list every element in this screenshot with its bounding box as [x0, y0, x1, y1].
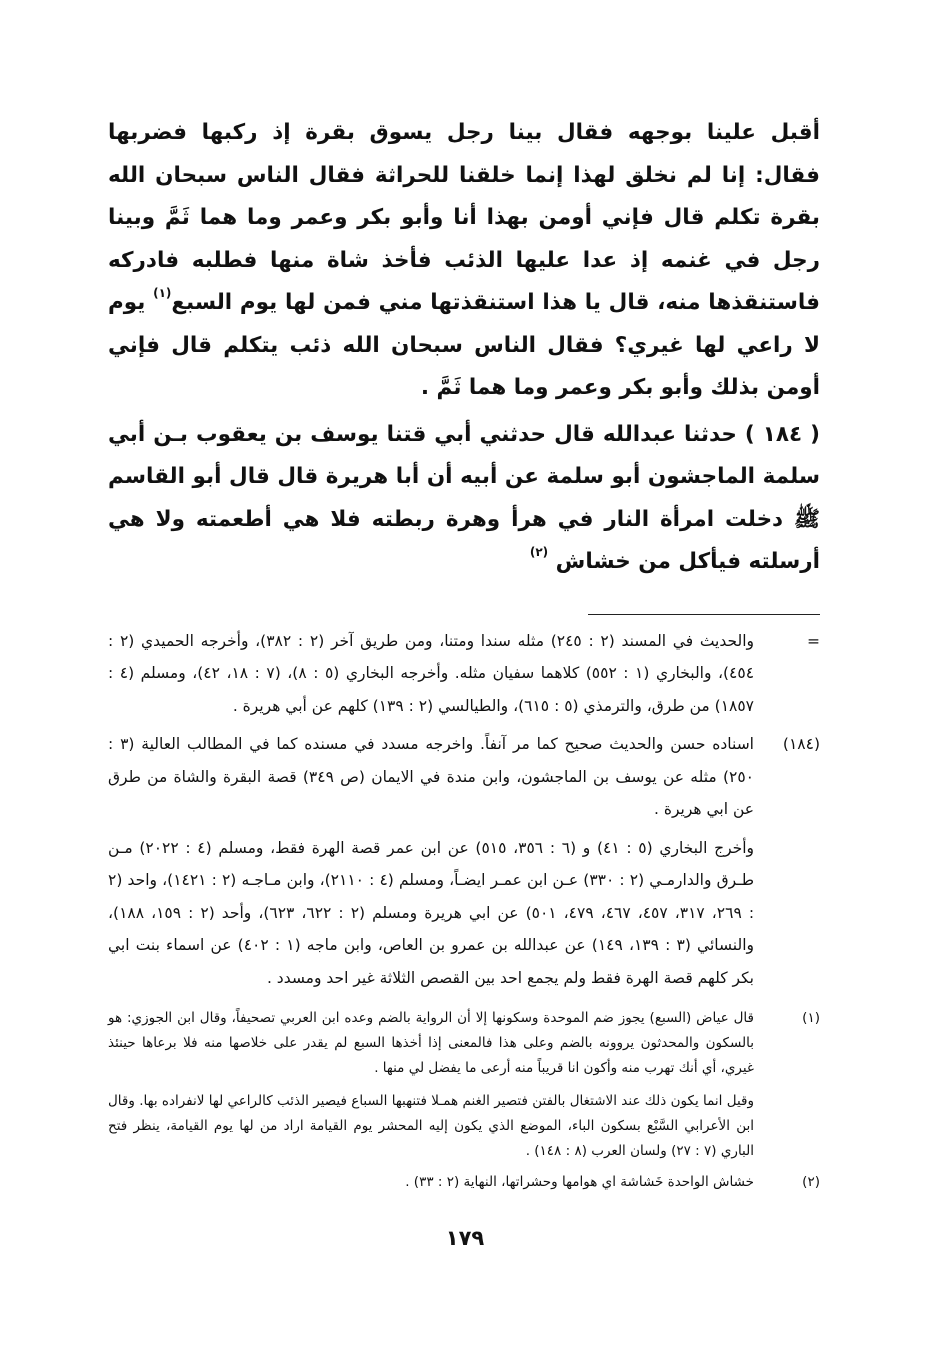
- footnote-ref-1: (١): [153, 286, 172, 300]
- page-number: ١٧٩: [445, 1226, 485, 1250]
- note-184-number: (١٨٤): [782, 735, 820, 753]
- hadith-184-text: ( ١٨٤ ) حدثنا عبدالله قال حدثني أبي قتنا يوسف بن يعقوب بـن أبي سلمة الماجشون أبو سلمة عن أبيه أن أبا هريرة قال قال أبو القاسم ﷺ دخلت امرأة النار في هرأ وهرة ربطته فلا هي أطعمته ولا هي أرسلته فيأكل من خشاش: [108, 421, 821, 574]
- continued-note-text: والحديث في المسند (٢ : ٢٤٥) مثله سندا ومتنا، ومن طريق آخر (٢ : ٣٨٢)، وأخرجه الحميدي (٢ : ٤٥٤)، والبخاري (١ : ٥٥٢) كلاهما سفيان مثله. وأخرجه البخاري (٥ : ٨)، (٧ : ١٨، ٤٢)، ومسلم (٤ : ١٨٥٧) من طرق، والترمذي (٥ : ٦١٥)، والطيالسي (٢ : ١٣٩) كلهم عن أبي هريرة .: [108, 631, 755, 715]
- narration-paragraph: [108, 112, 820, 410]
- note-184: [108, 728, 820, 994]
- footnote-1-number: (١): [802, 1010, 820, 1026]
- note-184-text: اسناده حسن والحديث صحيح كما مر آنفاً. واخرجه مسدد في مسنده كما في المطالب العالية (٣ : ٢٥٠) مثله عن يوسف بن الماجشون، وابن مندة في الايمان (ص ٣٤٩) قصة البقرة والشاة من طرق عن ابي هريرة .: [108, 735, 754, 818]
- footnote-1-text: قال عياض (السبع) يجوز ضم الموحدة وسكونها إلا أن الرواية بالضم وعده ابن العربي تصحيفاً، وقال ابن الجوزي: هو بالسكون والمحدثون يروونه بالضم وعلى هذا فالمعنى إذا أخذها السبع لم يقدر على خلاصها منه فلا برعاها حينئذ غيري، أي أنك تهرب منه وأكون انا قريباً منه أرعى ما يفضل لي منها .: [108, 1010, 754, 1076]
- notes-section: [108, 625, 820, 995]
- page-body: [108, 112, 820, 1195]
- main-text: [108, 112, 820, 584]
- continued-note: [108, 625, 820, 723]
- note-184-text-2: وأخرج البخاري (٥ : ٤١) و (٦ : ٣٥٦، ٥١٥) عن ابن عمر قصة الهرة فقط، ومسلم (٤ : ٢٠٢٢) مـن طـرق والدارمـي (٢ : ٣٣٠) عـن ابن عمـر ايضـاً، ومسلم (٤ : ٢١١٠)، وابن مـاجـه (٢ : ١٤٢١)، واحد (٢ : ٢٦٩، ٣١٧، ٤٥٧، ٤٦٧، ٤٧٩، ٥٠١) عن ابي هريرة ومسلم (٢ : ٦٢٢، ٦٢٣)، وأحد (٢ : ١٥٩، ١٨٨)، والنسائي (٣ : ١٣٩، ١٤٩) عن عبدالله بن عمرو بن العاص، وابن ماجه (١ : ٤٠٢) عن اسماء بنت ابي بكر كلهم قصة الهرة فقط ولم يجمع احد بين القصص الثلاثة غير احد ومسدد .: [108, 838, 755, 987]
- footnote-separator: [588, 614, 820, 615]
- narration-text: أقبل علينا بوجهه فقال بينا رجل يسوق بقرة إذ ركبها فضربها فقال: إنا لم نخلق لهذا إنما خلقنا للحراثة فقال الناس سبحان الله بقرة تكلم قال فإني أومن بهذا أنا وأبو بكر وعمر وما هما ثَمَّ وبينا رجل في غنمه إذ عدا عليها الذئب فأخذ شاة منها فطلبه فادركه فاستنقذها منه، قال يا هذا استنقذتها مني فمن لها يوم السبع: [108, 120, 820, 315]
- footnote-1: [108, 1006, 820, 1164]
- narration-text-end: يوم لا راعي لها غيري؟ فقال الناس سبحان الله ذئب يتكلم قال فإني أومن بذلك وأبو بكر وعمر وما هما ثَمَّ .: [108, 290, 820, 400]
- footnote-2: [108, 1170, 820, 1195]
- footnote-1-text-2: وقيل انما يكون ذلك عند الاشتغال بالفتن فتصير الغنم همـلا فتنهبها السباع فيصير الذئب كالراعي لها لانفراده بها. وقال ابن الأعرابي السَّبْع بسكون الباء، الموضع الذي يكون إليه المحشر يوم القيامة اراد من لها يوم القيامة، ينظر فتح الباري (٧ : ٢٧) ولسان العرب (٨ : ١٤٨) .: [108, 1093, 754, 1159]
- hadith-184-paragraph: [108, 414, 820, 584]
- footnote-2-number: (٢): [802, 1174, 820, 1190]
- footnote-ref-2: (٢): [529, 545, 549, 559]
- footnote-2-text: خشاش الواحدة خَشاشة اي هوامها وحشراتها، النهاية (٢ : ٣٣) .: [405, 1174, 754, 1190]
- continuation-mark: =: [807, 631, 820, 650]
